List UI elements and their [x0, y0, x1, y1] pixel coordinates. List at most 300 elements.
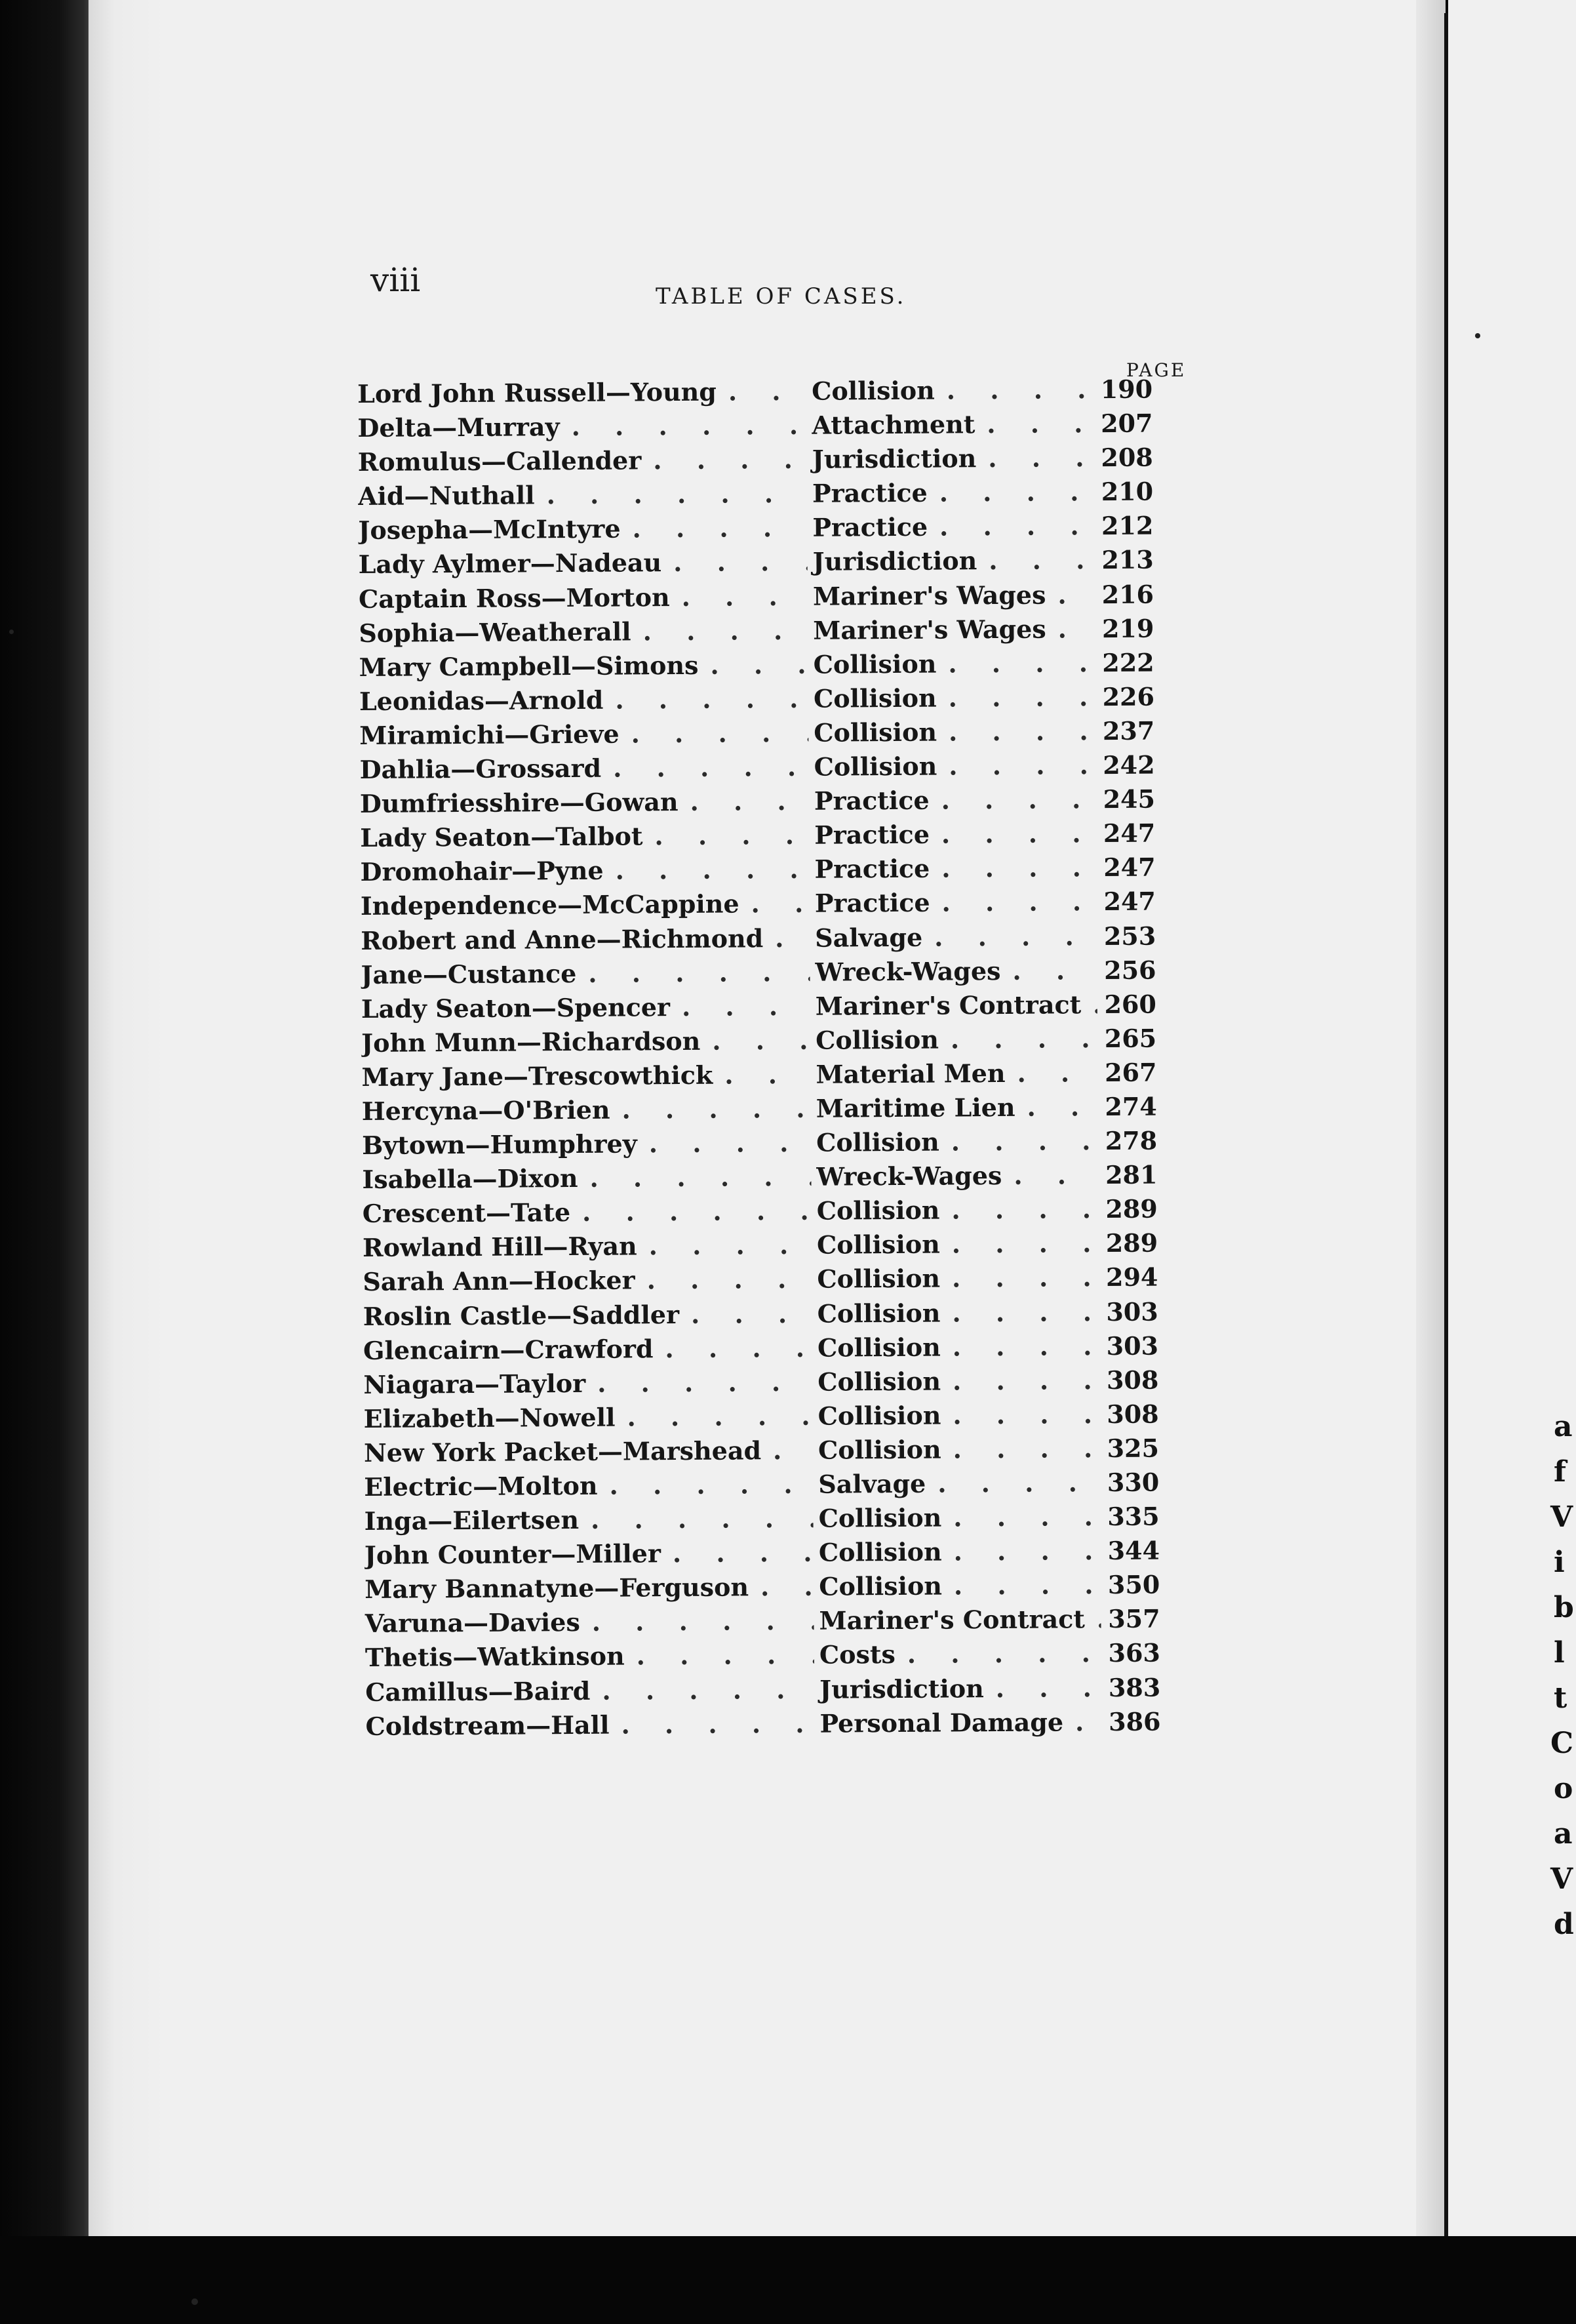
- table-row: [359, 647, 1198, 687]
- book-binding-shadow: [0, 0, 98, 2324]
- case-name: Elizabeth—Nowell: [363, 1402, 616, 1433]
- case-subject: Wreck-Wages: [815, 955, 1001, 987]
- facing-page-fragment: t: [1554, 1681, 1567, 1715]
- case-subject: Collision: [817, 1298, 941, 1329]
- case-page-number: 267: [1105, 1057, 1157, 1087]
- case-name: Roslin Castle—Saddler: [363, 1299, 680, 1331]
- case-page-number: 325: [1107, 1433, 1160, 1463]
- case-subject: Attachment: [812, 409, 975, 440]
- case-page-number: 247: [1103, 818, 1156, 849]
- case-name-cell: [361, 889, 810, 921]
- case-subject: Jurisdiction: [812, 546, 977, 577]
- scan-speck: [191, 2298, 198, 2305]
- case-name: Mary Bannatyne—Ferguson: [364, 1572, 749, 1605]
- table-row: [365, 1672, 1204, 1712]
- subject-cell: [808, 750, 1095, 782]
- facing-page-fragment: b: [1554, 1591, 1574, 1624]
- case-name: Lady Seaton—Talbot: [360, 821, 643, 853]
- dot-leader: [661, 1538, 814, 1568]
- dot-leader: [937, 750, 1096, 780]
- table-row: [364, 1569, 1204, 1609]
- dot-leader: [641, 445, 807, 475]
- case-name: Varuna—Davies: [364, 1607, 580, 1639]
- case-name: Lord John Russell—Young: [357, 376, 717, 409]
- table-row: [358, 511, 1197, 550]
- dot-leader: [679, 1298, 812, 1329]
- case-page-number: 242: [1103, 750, 1155, 780]
- dot-leader: [661, 547, 808, 577]
- table-row: [364, 1535, 1204, 1574]
- case-page-number: 256: [1104, 955, 1156, 985]
- subject-cell: [813, 1502, 1100, 1533]
- case-name: Sophia—Weatherall: [359, 616, 631, 648]
- case-subject: Collision: [817, 1332, 941, 1363]
- case-name-cell: [359, 684, 808, 716]
- subject-cell: [811, 1160, 1098, 1192]
- subject-cell: [809, 852, 1096, 884]
- dot-leader: [941, 1502, 1101, 1532]
- page-folio: viii: [370, 261, 421, 299]
- case-subject: Practice: [812, 512, 928, 543]
- case-subject: Mariner's Wages: [812, 580, 1046, 611]
- subject-cell: [807, 443, 1094, 474]
- case-name-cell: [363, 1298, 812, 1331]
- subject-cell: [812, 1365, 1099, 1397]
- case-name-cell: [364, 1606, 814, 1638]
- case-name-cell: [362, 1094, 811, 1126]
- case-page-number: 219: [1101, 613, 1154, 643]
- dot-leader: [940, 1297, 1099, 1327]
- dot-leader: [739, 889, 810, 919]
- dot-leader: [1015, 1092, 1098, 1122]
- table-row: [358, 476, 1197, 515]
- dot-leader: [1085, 1604, 1101, 1633]
- case-name: Inga—Eilertsen: [364, 1505, 580, 1536]
- subject-cell: [809, 784, 1096, 816]
- case-page-number: 344: [1107, 1535, 1160, 1566]
- case-subject: Practice: [812, 477, 928, 509]
- dot-leader: [669, 581, 808, 611]
- case-page-number: 208: [1101, 442, 1153, 473]
- table-row: [360, 750, 1199, 789]
- dot-leader: [1063, 1707, 1102, 1736]
- case-page-number: 278: [1105, 1125, 1158, 1156]
- dot-leader: [937, 716, 1096, 746]
- case-page-number: 281: [1105, 1159, 1158, 1190]
- subject-cell: [814, 1639, 1101, 1670]
- subject-cell: [811, 1126, 1098, 1157]
- case-page-number: 212: [1101, 510, 1154, 541]
- subject-cell: [810, 887, 1097, 919]
- facing-page-fragment: a: [1554, 1817, 1573, 1851]
- table-row: [360, 818, 1199, 857]
- case-page-number: 383: [1108, 1672, 1161, 1702]
- scan-speck: [9, 630, 14, 634]
- case-subject: Mariner's Contract: [815, 989, 1082, 1021]
- case-subject: Collision: [818, 1434, 941, 1465]
- case-name-cell: [360, 786, 809, 818]
- case-name: Coldstream—Hall: [365, 1710, 610, 1741]
- case-subject: Jurisdiction: [819, 1673, 984, 1704]
- subject-cell: [814, 1673, 1101, 1704]
- facing-page-fragment: a: [1554, 1410, 1573, 1443]
- case-subject: Practice: [814, 819, 930, 850]
- dot-leader: [1046, 580, 1095, 609]
- case-subject: Collision: [813, 683, 937, 713]
- case-name-cell: [357, 376, 806, 409]
- case-page-number: 245: [1103, 784, 1156, 814]
- case-page-number: 303: [1106, 1331, 1159, 1361]
- case-page-number: 308: [1107, 1399, 1159, 1429]
- subject-cell: [806, 409, 1093, 440]
- facing-page-fragment: f: [1554, 1455, 1566, 1489]
- case-page-number: 289: [1105, 1228, 1158, 1258]
- subject-cell: [808, 648, 1095, 679]
- subject-cell: [810, 990, 1097, 1021]
- case-subject: Mariner's Contract: [819, 1604, 1086, 1636]
- dot-leader: [1005, 1058, 1097, 1088]
- case-subject: Collision: [816, 1195, 940, 1226]
- subject-cell: [807, 511, 1094, 543]
- table-row: [362, 1091, 1201, 1131]
- dot-leader: [653, 1332, 812, 1363]
- table-row: [363, 1365, 1202, 1404]
- table-row: [363, 1193, 1202, 1233]
- case-subject: Collision: [816, 1024, 939, 1055]
- dot-leader: [609, 1708, 814, 1739]
- case-subject: Collision: [816, 1127, 939, 1157]
- subject-cell: [813, 1399, 1100, 1431]
- case-page-number: 330: [1107, 1467, 1160, 1498]
- dot-leader: [941, 1433, 1101, 1464]
- dot-leader: [763, 923, 810, 952]
- dot-leader: [578, 1162, 811, 1193]
- subject-cell: [813, 1433, 1100, 1465]
- table-row: [364, 1501, 1204, 1540]
- table-row: [361, 887, 1200, 926]
- dot-leader: [620, 513, 807, 544]
- case-name: Mary Campbell—Simons: [359, 650, 699, 682]
- table-row: [364, 1433, 1203, 1472]
- dot-leader: [642, 820, 809, 851]
- case-name-cell: [361, 1060, 810, 1092]
- case-name-cell: [364, 1435, 813, 1468]
- dot-leader: [610, 1094, 811, 1125]
- subject-cell: [808, 716, 1095, 748]
- case-name: Captain Ross—Morton: [358, 582, 670, 614]
- case-name-cell: [360, 752, 809, 784]
- scan-bottom-edge: [0, 2236, 1576, 2324]
- subject-cell: [812, 1263, 1099, 1294]
- table-row: [363, 1331, 1202, 1370]
- case-page-number: 253: [1103, 921, 1156, 951]
- table-of-cases: [357, 374, 1205, 1746]
- dot-leader: [942, 1570, 1101, 1600]
- case-page-number: 190: [1100, 374, 1153, 405]
- subject-cell: [810, 1058, 1097, 1089]
- case-name: Niagara—Taylor: [363, 1368, 586, 1399]
- table-row: [363, 1262, 1202, 1302]
- table-row: [358, 442, 1197, 481]
- case-page-number: 363: [1108, 1638, 1161, 1668]
- dot-leader: [930, 852, 1097, 883]
- dot-leader: [570, 1196, 812, 1227]
- case-name: Mary Jane—Trescowthick: [361, 1060, 713, 1092]
- case-name-cell: [363, 1230, 812, 1262]
- case-subject: Collision: [818, 1366, 941, 1397]
- case-name-cell: [365, 1640, 814, 1672]
- case-name: Leonidas—Arnold: [359, 685, 604, 716]
- dot-leader: [576, 957, 810, 988]
- case-name: John Munn—Richardson: [361, 1026, 701, 1058]
- scan-speck: [1475, 333, 1480, 338]
- case-subject: Practice: [814, 853, 930, 885]
- facing-page-fragment: l: [1554, 1636, 1565, 1670]
- subject-cell: [808, 682, 1095, 713]
- dot-leader: [939, 1126, 1099, 1156]
- case-name-cell: [358, 513, 807, 545]
- case-name: Thetis—Watkinson: [364, 1641, 625, 1673]
- case-subject: Collision: [819, 1571, 943, 1602]
- case-page-number: 289: [1105, 1193, 1158, 1224]
- table-row: [359, 681, 1198, 721]
- dot-leader: [698, 650, 808, 680]
- dot-leader: [930, 887, 1097, 918]
- dot-leader: [942, 1536, 1101, 1566]
- dot-leader: [1002, 1160, 1098, 1190]
- subject-cell: [810, 1024, 1097, 1055]
- case-subject: Collision: [816, 1229, 940, 1260]
- dot-leader: [700, 1026, 810, 1056]
- subject-cell: [812, 1228, 1099, 1260]
- table-row: [359, 715, 1198, 755]
- facing-page-fragment: i: [1554, 1546, 1565, 1579]
- table-row: [360, 784, 1199, 823]
- dot-leader: [975, 409, 1093, 439]
- table-row: [357, 408, 1196, 447]
- case-name-cell: [362, 1128, 811, 1160]
- dot-leader: [941, 1331, 1100, 1361]
- case-page-number: 260: [1104, 989, 1156, 1019]
- subject-cell: [814, 1604, 1101, 1635]
- case-name: Robert and Anne—Richmond: [361, 923, 764, 955]
- case-name-cell: [364, 1470, 813, 1502]
- facing-page-fragment: V: [1550, 1500, 1573, 1534]
- case-name-cell: [365, 1674, 814, 1706]
- case-name: Dahlia—Grossard: [359, 753, 602, 785]
- case-page-number: 350: [1107, 1569, 1160, 1600]
- case-name: Hercyna—O'Brien: [361, 1094, 610, 1126]
- dot-leader: [620, 718, 809, 749]
- case-name-cell: [364, 1538, 814, 1570]
- dot-leader: [637, 1128, 812, 1159]
- dot-leader: [590, 1674, 814, 1705]
- dot-leader: [580, 1606, 814, 1637]
- subject-cell: [809, 818, 1096, 850]
- case-name-cell: [359, 718, 808, 750]
- dot-leader: [603, 684, 808, 715]
- case-name: Dromohair—Pyne: [360, 856, 604, 887]
- page-column-header: PAGE: [1126, 359, 1187, 381]
- case-subject: Collision: [817, 1264, 941, 1294]
- case-name-cell: [361, 1026, 810, 1058]
- table-row: [361, 955, 1200, 994]
- case-name: Bytown—Humphrey: [362, 1129, 637, 1161]
- case-name-cell: [359, 650, 808, 682]
- dot-leader: [936, 648, 1095, 678]
- case-subject: Collision: [813, 649, 937, 679]
- table-row: [363, 1228, 1202, 1268]
- case-page-number: 247: [1103, 852, 1156, 883]
- case-name-cell: [364, 1572, 814, 1604]
- case-name: John Counter—Miller: [364, 1538, 661, 1571]
- subject-cell: [812, 1194, 1099, 1226]
- case-subject: Collision: [818, 1400, 941, 1431]
- case-subject: Salvage: [818, 1468, 926, 1499]
- dot-leader: [941, 1365, 1100, 1395]
- case-subject: Wreck-Wages: [816, 1161, 1002, 1192]
- case-subject: Material Men: [816, 1058, 1006, 1089]
- case-name-cell: [363, 1367, 812, 1399]
- case-name-cell: [359, 581, 808, 613]
- dot-leader: [929, 784, 1096, 815]
- case-page-number: 226: [1102, 681, 1155, 711]
- running-head: TABLE OF CASES.: [656, 283, 907, 310]
- case-subject: Costs: [819, 1639, 896, 1670]
- dot-leader: [976, 443, 1094, 473]
- table-row: [361, 1057, 1200, 1096]
- case-name: Aid—Nuthall: [357, 480, 535, 511]
- subject-cell: [813, 1468, 1100, 1499]
- dot-leader: [977, 546, 1095, 576]
- table-row: [364, 1604, 1204, 1643]
- table-row: [360, 852, 1199, 891]
- case-subject: Salvage: [815, 922, 923, 953]
- dot-leader: [939, 1024, 1098, 1054]
- case-page-number: 237: [1102, 715, 1155, 746]
- case-subject: Practice: [814, 785, 930, 816]
- dot-leader: [930, 818, 1097, 849]
- case-name-cell: [358, 445, 807, 477]
- dot-leader: [597, 1470, 813, 1500]
- dot-leader: [928, 477, 1095, 508]
- case-name: New York Packet—Marshead: [363, 1435, 762, 1468]
- dot-leader: [761, 1435, 813, 1465]
- dot-leader: [928, 511, 1095, 542]
- dot-leader: [603, 854, 809, 885]
- case-page-number: 213: [1101, 545, 1154, 575]
- subject-cell: [814, 1707, 1101, 1738]
- case-page-number: 308: [1106, 1365, 1159, 1395]
- facing-page-fragment: V: [1550, 1862, 1573, 1896]
- case-name-cell: [358, 479, 807, 511]
- case-name: Josepha—McIntyre: [358, 513, 621, 546]
- table-row: [361, 989, 1200, 1028]
- case-name-cell: [364, 1504, 814, 1536]
- case-name: Electric—Molton: [364, 1470, 598, 1502]
- dot-leader: [1046, 614, 1095, 643]
- dot-leader: [637, 1230, 812, 1261]
- subject-cell: [812, 1331, 1099, 1363]
- case-page-number: 357: [1108, 1603, 1160, 1634]
- facing-page-fragment: d: [1554, 1908, 1574, 1941]
- case-page-number: 274: [1105, 1091, 1157, 1122]
- case-subject: Collision: [818, 1502, 942, 1533]
- dot-leader: [940, 1263, 1099, 1293]
- case-page-number: 216: [1101, 579, 1154, 609]
- case-subject: Collision: [818, 1536, 942, 1567]
- dot-leader: [615, 1401, 812, 1432]
- dot-leader: [601, 752, 809, 783]
- case-name: Delta—Murray: [357, 412, 560, 443]
- case-name: Romulus—Callender: [357, 445, 642, 477]
- case-name-cell: [360, 854, 809, 887]
- case-page-number: 222: [1102, 647, 1154, 677]
- table-row: [361, 1023, 1200, 1062]
- dot-leader: [670, 991, 810, 1021]
- dot-leader: [678, 786, 809, 816]
- dot-leader: [935, 374, 1094, 405]
- case-name-cell: [364, 1401, 813, 1433]
- dot-leader: [984, 1673, 1102, 1703]
- subject-cell: [810, 921, 1097, 953]
- subject-cell: [814, 1570, 1101, 1601]
- case-subject: Collision: [814, 751, 937, 782]
- case-subject: Practice: [814, 888, 930, 919]
- case-name-cell: [360, 820, 809, 852]
- case-name: Rowland Hill—Ryan: [362, 1231, 637, 1263]
- case-name-cell: [363, 1332, 812, 1365]
- case-page-number: 207: [1100, 408, 1153, 439]
- table-row: [365, 1706, 1204, 1746]
- case-name: Camillus—Baird: [365, 1675, 591, 1707]
- case-page-number: 386: [1109, 1706, 1161, 1736]
- case-name: Dumfriesshire—Gowan: [359, 787, 679, 819]
- table-row: [362, 1159, 1201, 1199]
- dot-leader: [625, 1640, 814, 1671]
- case-name-cell: [357, 411, 806, 443]
- case-name: Crescent—Tate: [362, 1197, 571, 1229]
- table-row: [364, 1467, 1203, 1506]
- case-name-cell: [361, 991, 810, 1023]
- case-name-cell: [359, 547, 808, 579]
- page-gutter: [1416, 0, 1446, 2236]
- case-subject: Collision: [811, 375, 935, 406]
- case-name: Jane—Custance: [361, 958, 577, 990]
- case-subject: Collision: [814, 717, 937, 748]
- table-row: [359, 545, 1198, 584]
- case-subject: Personal Damage: [819, 1707, 1064, 1738]
- dot-leader: [534, 479, 807, 510]
- facing-page-fragment: C: [1550, 1727, 1574, 1760]
- case-name: Glencairn—Crawford: [363, 1333, 654, 1365]
- table-row: [365, 1638, 1204, 1677]
- dot-leader: [560, 411, 807, 441]
- table-row: [361, 921, 1200, 960]
- subject-cell: [814, 1536, 1101, 1567]
- case-page-number: 294: [1105, 1262, 1158, 1292]
- dot-leader: [749, 1572, 814, 1602]
- dot-leader: [939, 1194, 1099, 1224]
- subject-cell: [811, 1092, 1098, 1123]
- case-name: Lady Aylmer—Nadeau: [358, 548, 662, 580]
- dot-leader: [940, 1228, 1099, 1258]
- dot-leader: [713, 1060, 810, 1090]
- subject-cell: [808, 614, 1095, 645]
- subject-cell: [812, 1297, 1099, 1329]
- subject-cell: [808, 546, 1095, 577]
- case-name-cell: [362, 1162, 811, 1194]
